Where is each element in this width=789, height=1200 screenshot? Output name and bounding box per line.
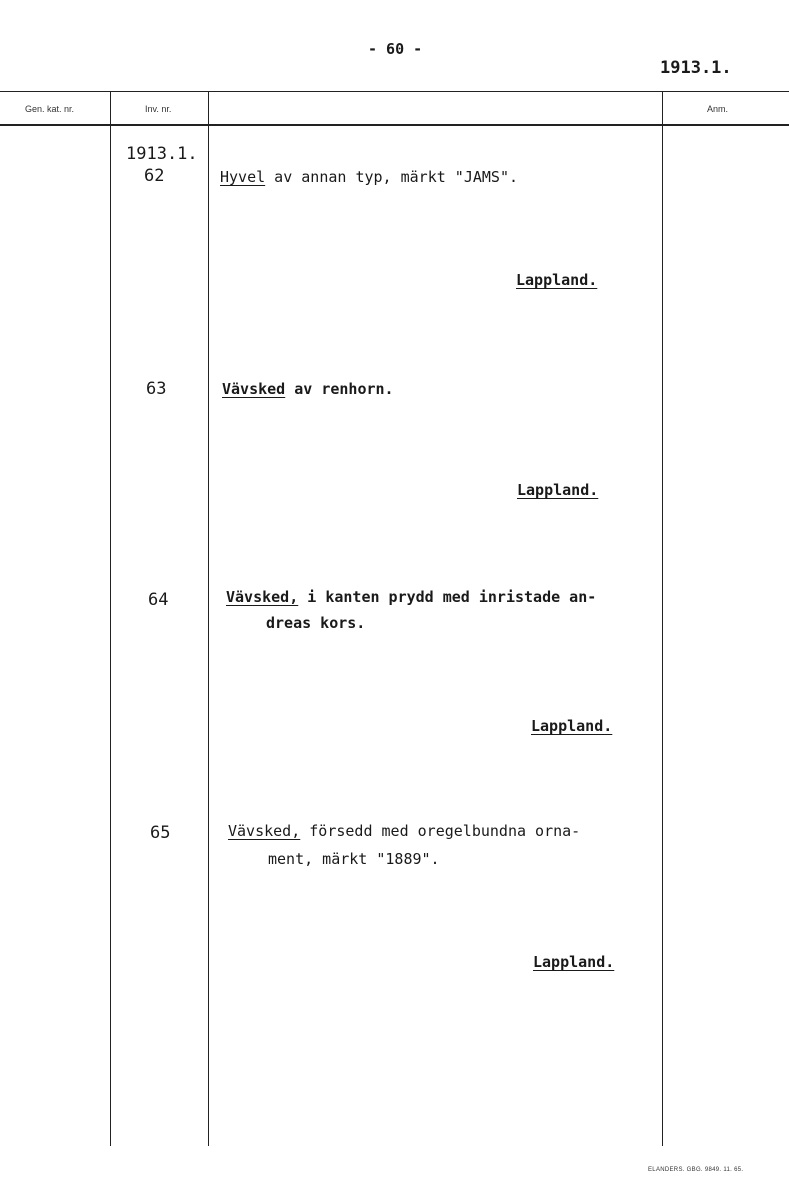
entry-65-name: Vävsked, [228,822,301,840]
column-divider-2 [208,91,209,1146]
inv-number-64: 64 [148,590,169,610]
entry-62-line1 [220,168,518,186]
entry-65-text: försedd med oregelbundna orna- [300,822,581,840]
series-label: 1913.1. [126,144,198,164]
entry-63-name: Vävsked [222,380,286,398]
entry-64-name: Vävsked, [226,588,299,606]
table-header-rule [0,124,789,126]
entry-65-region: Lappland. [533,953,615,971]
inv-number-62: 62 [144,166,165,186]
series-header: 1913.1. [660,58,732,78]
inv-number-65: 65 [150,823,171,843]
entry-64-text: i kanten prydd med inristade an- [298,588,597,606]
entry-63-text: av renhorn. [285,380,394,398]
entry-65-line2: ment, märkt "1889". [268,850,440,868]
printer-mark: ELANDERS. GBG. 9849. 11. 65. [648,1167,744,1173]
column-header-gen-kat: Gen. kat. nr. [25,104,75,114]
column-divider-1 [110,91,111,1146]
entry-63-line1 [222,380,394,398]
entry-64-region: Lappland. [531,717,613,735]
entry-65-line1 [228,822,580,840]
page-number: - 60 - [368,40,423,58]
column-header-anm: Anm. [707,104,729,114]
table-top-rule [0,91,789,92]
column-divider-3 [662,91,663,1146]
entry-62-region: Lappland. [516,271,598,289]
column-header-inv: Inv. nr. [145,104,172,114]
entry-64-line1 [226,588,596,606]
entry-64-line2: dreas kors. [266,614,366,632]
entry-63-region: Lappland. [517,481,599,499]
entry-62-text: av annan typ, märkt "JAMS". [265,168,519,186]
inv-number-63: 63 [146,379,167,399]
entry-62-name: Hyvel [220,168,266,186]
